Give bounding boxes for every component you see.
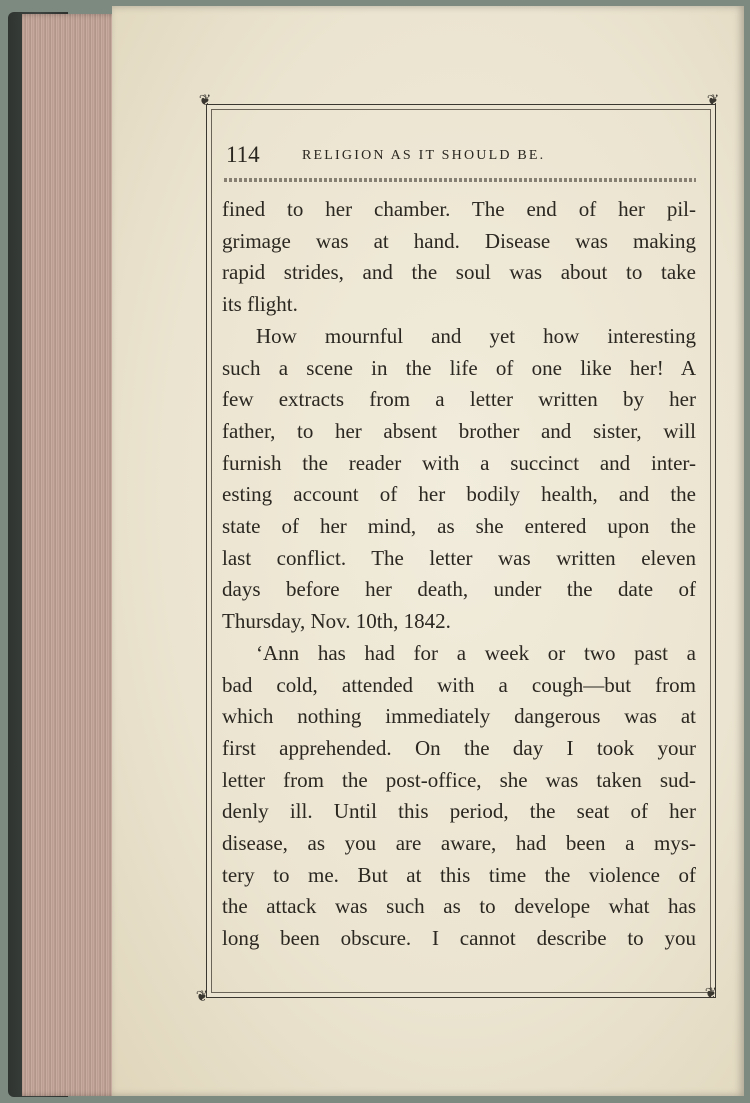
text-line: few extracts from a letter written by her (222, 387, 696, 412)
corner-ornament-icon: ❦ (198, 91, 212, 109)
corner-ornament-icon: ❦ (706, 91, 720, 109)
text-line: ‘Ann has had for a week or two past a (256, 640, 696, 665)
text-line: denly ill. Until this period, the seat of her (222, 799, 696, 824)
text-line: fined to her chamber. The end of her pil- (222, 197, 696, 221)
text-line: esting account of her bodily health, and the (222, 482, 696, 507)
text-line: long been obscure. I cannot describe to you (222, 926, 696, 951)
text-line: letter from the post-office, she was taken sud- (222, 767, 696, 792)
running-title: RELIGION AS IT SHOULD BE. (302, 148, 546, 163)
text-line: disease, as you are aware, had been a mys- (222, 831, 696, 856)
text-line: the attack was such as to develope what has (222, 894, 696, 919)
text-line: How mournful and yet how interesting (256, 323, 696, 348)
corner-ornament-icon: ❦ (195, 987, 209, 1005)
text-line: bad cold, attended with a cough—but from (222, 672, 696, 697)
text-line: days before her death, under the date of (222, 577, 696, 602)
text-line: first apprehended. On the day I took your (222, 735, 696, 760)
page-number: 114 (226, 142, 260, 167)
text-line: furnish the reader with a succinct and inter- (222, 450, 696, 475)
text-line: grimage was at hand. Disease was making (222, 228, 696, 253)
page-header (226, 142, 696, 172)
body-text (222, 194, 696, 955)
page-edges (22, 14, 122, 1096)
text-line: father, to her absent brother and sister, will (222, 418, 696, 443)
text-line: last conflict. The letter was written eleven (222, 545, 696, 570)
text-line: its flight. (222, 292, 298, 317)
corner-ornament-icon: ❦ (704, 984, 718, 1002)
text-line: which nothing immediately dangerous was at (222, 704, 696, 729)
text-line: tery to me. But at this time the violence of (222, 862, 696, 887)
text-line: such a scene in the life of one like her! A (222, 355, 696, 380)
header-rule (224, 178, 696, 182)
text-line: rapid strides, and the soul was about to take (222, 260, 696, 285)
text-line: Thursday, Nov. 10th, 1842. (222, 609, 451, 634)
text-line: state of her mind, as she entered upon the (222, 514, 696, 539)
